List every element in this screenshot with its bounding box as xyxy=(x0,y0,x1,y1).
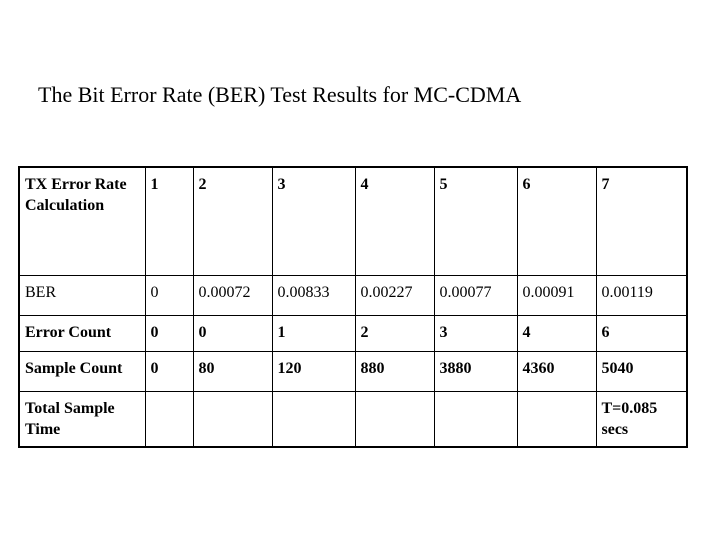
table-cell: 5 xyxy=(434,167,517,275)
row-label-tx-error-rate: TX Error Rate Calculation xyxy=(19,167,145,275)
ber-results-table xyxy=(18,166,688,448)
table-cell: 4 xyxy=(355,167,434,275)
table-cell: 0.00091 xyxy=(517,275,596,315)
table-cell xyxy=(145,391,193,447)
table-row-tx-error-rate xyxy=(19,167,687,275)
table-cell: 880 xyxy=(355,351,434,391)
table-cell: 3 xyxy=(434,315,517,351)
table-cell: 0.00072 xyxy=(193,275,272,315)
table-cell: 5040 xyxy=(596,351,687,391)
table-row-total-sample-time xyxy=(19,391,687,447)
row-label-sample-count: Sample Count xyxy=(19,351,145,391)
table-cell: 6 xyxy=(596,315,687,351)
row-label-error-count: Error Count xyxy=(19,315,145,351)
table-cell: 0 xyxy=(145,315,193,351)
table-cell: 3880 xyxy=(434,351,517,391)
table-cell: 3 xyxy=(272,167,355,275)
table-row-sample-count xyxy=(19,351,687,391)
table-cell: 0.00833 xyxy=(272,275,355,315)
table-cell: 7 xyxy=(596,167,687,275)
table-cell: 0.00077 xyxy=(434,275,517,315)
table-cell: 120 xyxy=(272,351,355,391)
table-cell: 80 xyxy=(193,351,272,391)
table-cell: 4360 xyxy=(517,351,596,391)
table-cell xyxy=(355,391,434,447)
page-title: The Bit Error Rate (BER) Test Results for MC-CDMA xyxy=(38,82,522,107)
table-row-ber xyxy=(19,275,687,315)
table-cell xyxy=(517,391,596,447)
table-cell: 0 xyxy=(193,315,272,351)
table-cell: 1 xyxy=(145,167,193,275)
table-cell: 0 xyxy=(145,351,193,391)
table-cell: 2 xyxy=(355,315,434,351)
row-label-total-sample-time: Total Sample Time xyxy=(19,391,145,447)
table-cell: 2 xyxy=(193,167,272,275)
table-cell: 0.00119 xyxy=(596,275,687,315)
table-cell: 0.00227 xyxy=(355,275,434,315)
table-cell xyxy=(193,391,272,447)
table-row-error-count xyxy=(19,315,687,351)
row-label-ber: BER xyxy=(19,275,145,315)
table-cell: 6 xyxy=(517,167,596,275)
table-cell xyxy=(434,391,517,447)
table-cell: T=0.085 secs xyxy=(596,391,687,447)
table-cell xyxy=(272,391,355,447)
table-cell: 1 xyxy=(272,315,355,351)
table-cell: 0 xyxy=(145,275,193,315)
table-cell: 4 xyxy=(517,315,596,351)
